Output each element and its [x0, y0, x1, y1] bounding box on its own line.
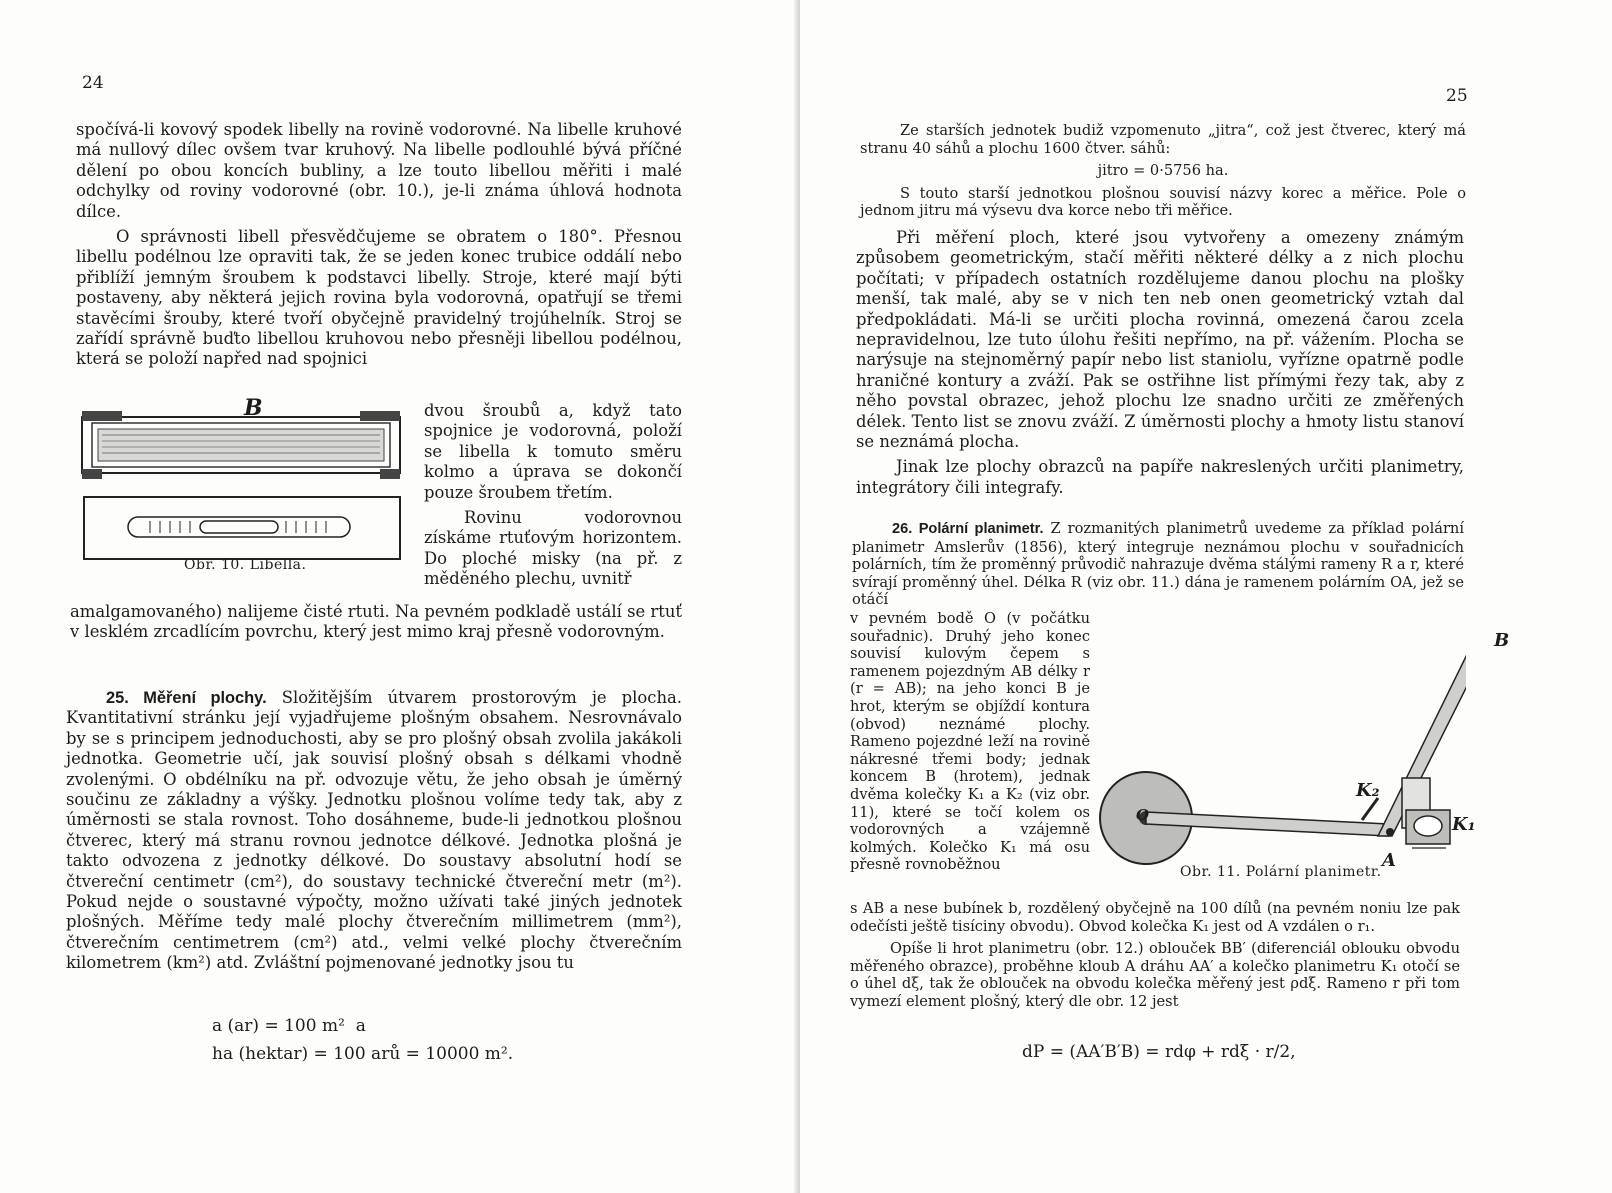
page-number: 24	[82, 73, 104, 93]
section-title: 25. Měření plochy.	[106, 689, 267, 707]
figure-label-o: O	[1136, 806, 1150, 824]
section-26	[852, 520, 1464, 609]
paragraph-text: Opíše li hrot planimetru (obr. 12.) oblouček BB′ (diferenciál oblouku obvodu měřeného obrazce), proběhne kloub A dráhu AA′ a kolečko planimetru K₁ otočí se o úhel dξ, tak že oblouček na obvodu kolečka měřený jest ρdξ. Rameno r při tom vymezí element plošný, který dle obr. 12 jest	[850, 940, 1460, 1010]
figure-label-k2: K₂	[1356, 780, 1380, 801]
paragraph-text: s AB a nese bubínek b, rozdělený obyčejně na 100 dílů (na pevném noniu lze pak odečísti ještě tisíciny obvodu). Obvod kolečka K₁ jest od A vzdálen o r₁.	[850, 900, 1460, 935]
paragraph-text: Jinak lze plochy obrazců na papíře nakreslených určiti planimetry, integrátory čili integrafy.	[856, 457, 1464, 497]
paragraph-text: Při měření ploch, které jsou vytvořeny a omezeny známým způsobem geometrickým, stačí měřiti některé délky a z nich plochu počítati; v případech ostatních rozdělujeme danou plochu na plošky menší, tak malé, aby se v nich ten neb onen geometrický vztah dal předpokládati. Má-li se určiti plocha rovinná, omezená čarou zcela nepravidelnou, lze tuto úlohu řešiti nepřímo, na př. vážením. Plocha se narýsuje na stejnoměrný papír nebo list staniolu, vyřízne opatrně podle hraničné kontury a zváží. Pak se ostřihne list přímými řezy tak, aby z něho povstal obrazec, jehož plochu lze snadno určiti ze změřených délek. Tento list se znovu zváží. Z úměrnosti plochy a hmoty listu stanoví se neznámá plocha.	[856, 228, 1464, 452]
right-page	[800, 0, 1612, 1193]
formula-dp: dP = (AA′B′B) = rdφ + rdξ · r/2,	[1022, 1042, 1296, 1062]
figure-label-k1: K₁	[1452, 814, 1476, 835]
formula-jitro: jitro = 0·5756 ha.	[1097, 162, 1229, 180]
paragraph-text: v pevném bodě O (v počátku souřadnic). Druhý jeho konec souvisí kulovým čepem s ramenem pojezdným AB délky r (r = AB); na jeho konci B je hrot, kterým se objíždí kontura (obvod) neznámé plochy. Rameno pojezdné leží na rovině nákresné třemi body; jednak koncem B (hrotem), jednak dvěma kolečky K₁ a K₂ (viz obr. 11), které se točí kolem os vodorovných a vzájemně kolmých. Kolečko K₁ má osu přesně rovnoběžnou	[850, 610, 1090, 874]
left-page	[0, 0, 800, 1193]
side-paragraph	[424, 401, 682, 590]
paragraph-text: Ze starších jednotek budiž vzpomenuto „jitra“, což jest čtverec, který má stranu 40 sáhů a plochu 1600 čtver. sáhů:	[860, 122, 1466, 157]
figure-label-a: A	[1382, 850, 1396, 871]
formula-hektar: ha (hektar) = 100 arů = 10000 m².	[212, 1044, 514, 1064]
figure-libella	[80, 395, 410, 575]
paragraph	[856, 228, 1464, 498]
side-paragraph	[850, 610, 1090, 874]
section-25	[66, 688, 682, 974]
section-title: 26. Polární planimetr.	[892, 521, 1044, 537]
paragraph-text: dvou šroubů a, když tato spojnice je vodorovná, položí se libella k tomuto směru kolmo a úprava se dokončí pouze šroubem třetím.	[424, 401, 682, 502]
formula-ar: a (ar) = 100 m² a	[212, 1016, 366, 1036]
paragraph	[76, 120, 682, 370]
figure-label-b: B	[1494, 630, 1510, 651]
paragraph-text: O správnosti libell přesvědčujeme se obratem o 180°. Přesnou libellu podélnou lze opraviti tak, že se jeden konec trubice oddálí nebo přiblíží jemným šroubem k podstavci libelly. Stroje, které mají býti postaveny, aby některá jejich rovina byla vodorovná, opatřují se třemi stavěcími šrouby, které tvoří obyčejně pravidelný trojúhelník. Stroj se zařídí správně buďto libellou kruhovou nebo přesněji libellou podélnou, která se položí napřed nad spojnici	[76, 227, 682, 369]
paragraph-text: spočívá-li kovový spodek libelly na rovině vodorovné. Na libelle kruhové má nullový dílec ovšem tvar kruhový. Na libelle podlouhlé bývá příčné dělení po obou koncích bubliny, a lze touto libellou měřiti i malé odchylky od roviny vodorovné (obr. 10.), je-li známa úhlová hodnota dílce.	[76, 120, 682, 221]
paragraph-text: Rovinu vodorovnou získáme rtuťovým horizontem. Do ploché misky (na př. z měděného plechu, uvnitř	[424, 508, 682, 589]
section-text: Složitějším útvarem prostorovým je plocha. Kvantitativní stránku její vyjadřujeme plošným obsahem. Nesrovnávalo by se s principem jednoduchosti, aby se pro plošný obsah zvolila jakákoli jednotka. Geometrie učí, jak souvisí plošný obsah s délkami vhodně zvolenými. O obdélníku na př. odvozuje větu, že jeho obsah je úměrný součinu ze základny a výšky. Jednotku plošnou volíme tedy tak, aby z úměrnosti se stala rovnost. Toho dosáhneme, bude-li jednotkou plošnou čtverec, který má stranu rovnou jednotce délkové. Jednotka plošná je takto odvozena z jednotky délkové. Do soustavy absolutní hodí se čtvereční centimetr (cm²), do soustavy technické čtvereční metr (m²). Pokud nejde o soustavné výpočty, možno užívati také jiných jednotek plošných. Měříme tedy malé plochy čtverečním millimetrem (mm²), čtverečním centimetrem (cm²) atd., velmi velké plochy čtverečním kilometrem (km²) atd. Zvláštní pojmenované jednotky jsou tu	[66, 688, 682, 973]
paragraph	[70, 602, 682, 643]
paragraph-text: S touto starší jednotkou plošnou souvisí názvy korec a měřice. Pole o jednom jitru má výsevu dva korce nebo tři měřice.	[860, 184, 1466, 220]
planimeter-drawing	[1086, 628, 1466, 868]
paragraph	[850, 900, 1460, 1011]
figure-caption: Obr. 10. Libella.	[184, 557, 307, 573]
figure-label: B	[244, 395, 263, 421]
intro-block	[860, 122, 1466, 220]
figure-caption: Obr. 11. Polární planimetr.	[1180, 864, 1382, 880]
figure-planimeter	[1086, 628, 1510, 888]
section-text: Z rozmanitých planimetrů uvedeme za příklad polární planimetr Amslerův (1856), který integruje neznámou plochu v souřadnicích polárních, tím že proměnný průvodič nahrazuje dvěma stálými rameny R a r, které svírají proměnný úhel. Délka R (viz obr. 11.) dána je ramenem polárním OA, jež se otáčí	[852, 520, 1464, 609]
page-number: 25	[1446, 86, 1468, 106]
paragraph-text: amalgamovaného) nalijeme čisté rtuti. Na pevném podkladě ustálí se rtuť v lesklém zrcadlícím povrchu, který jest mimo kraj přesně vodorovným.	[70, 602, 682, 642]
libella-drawing	[80, 409, 410, 569]
